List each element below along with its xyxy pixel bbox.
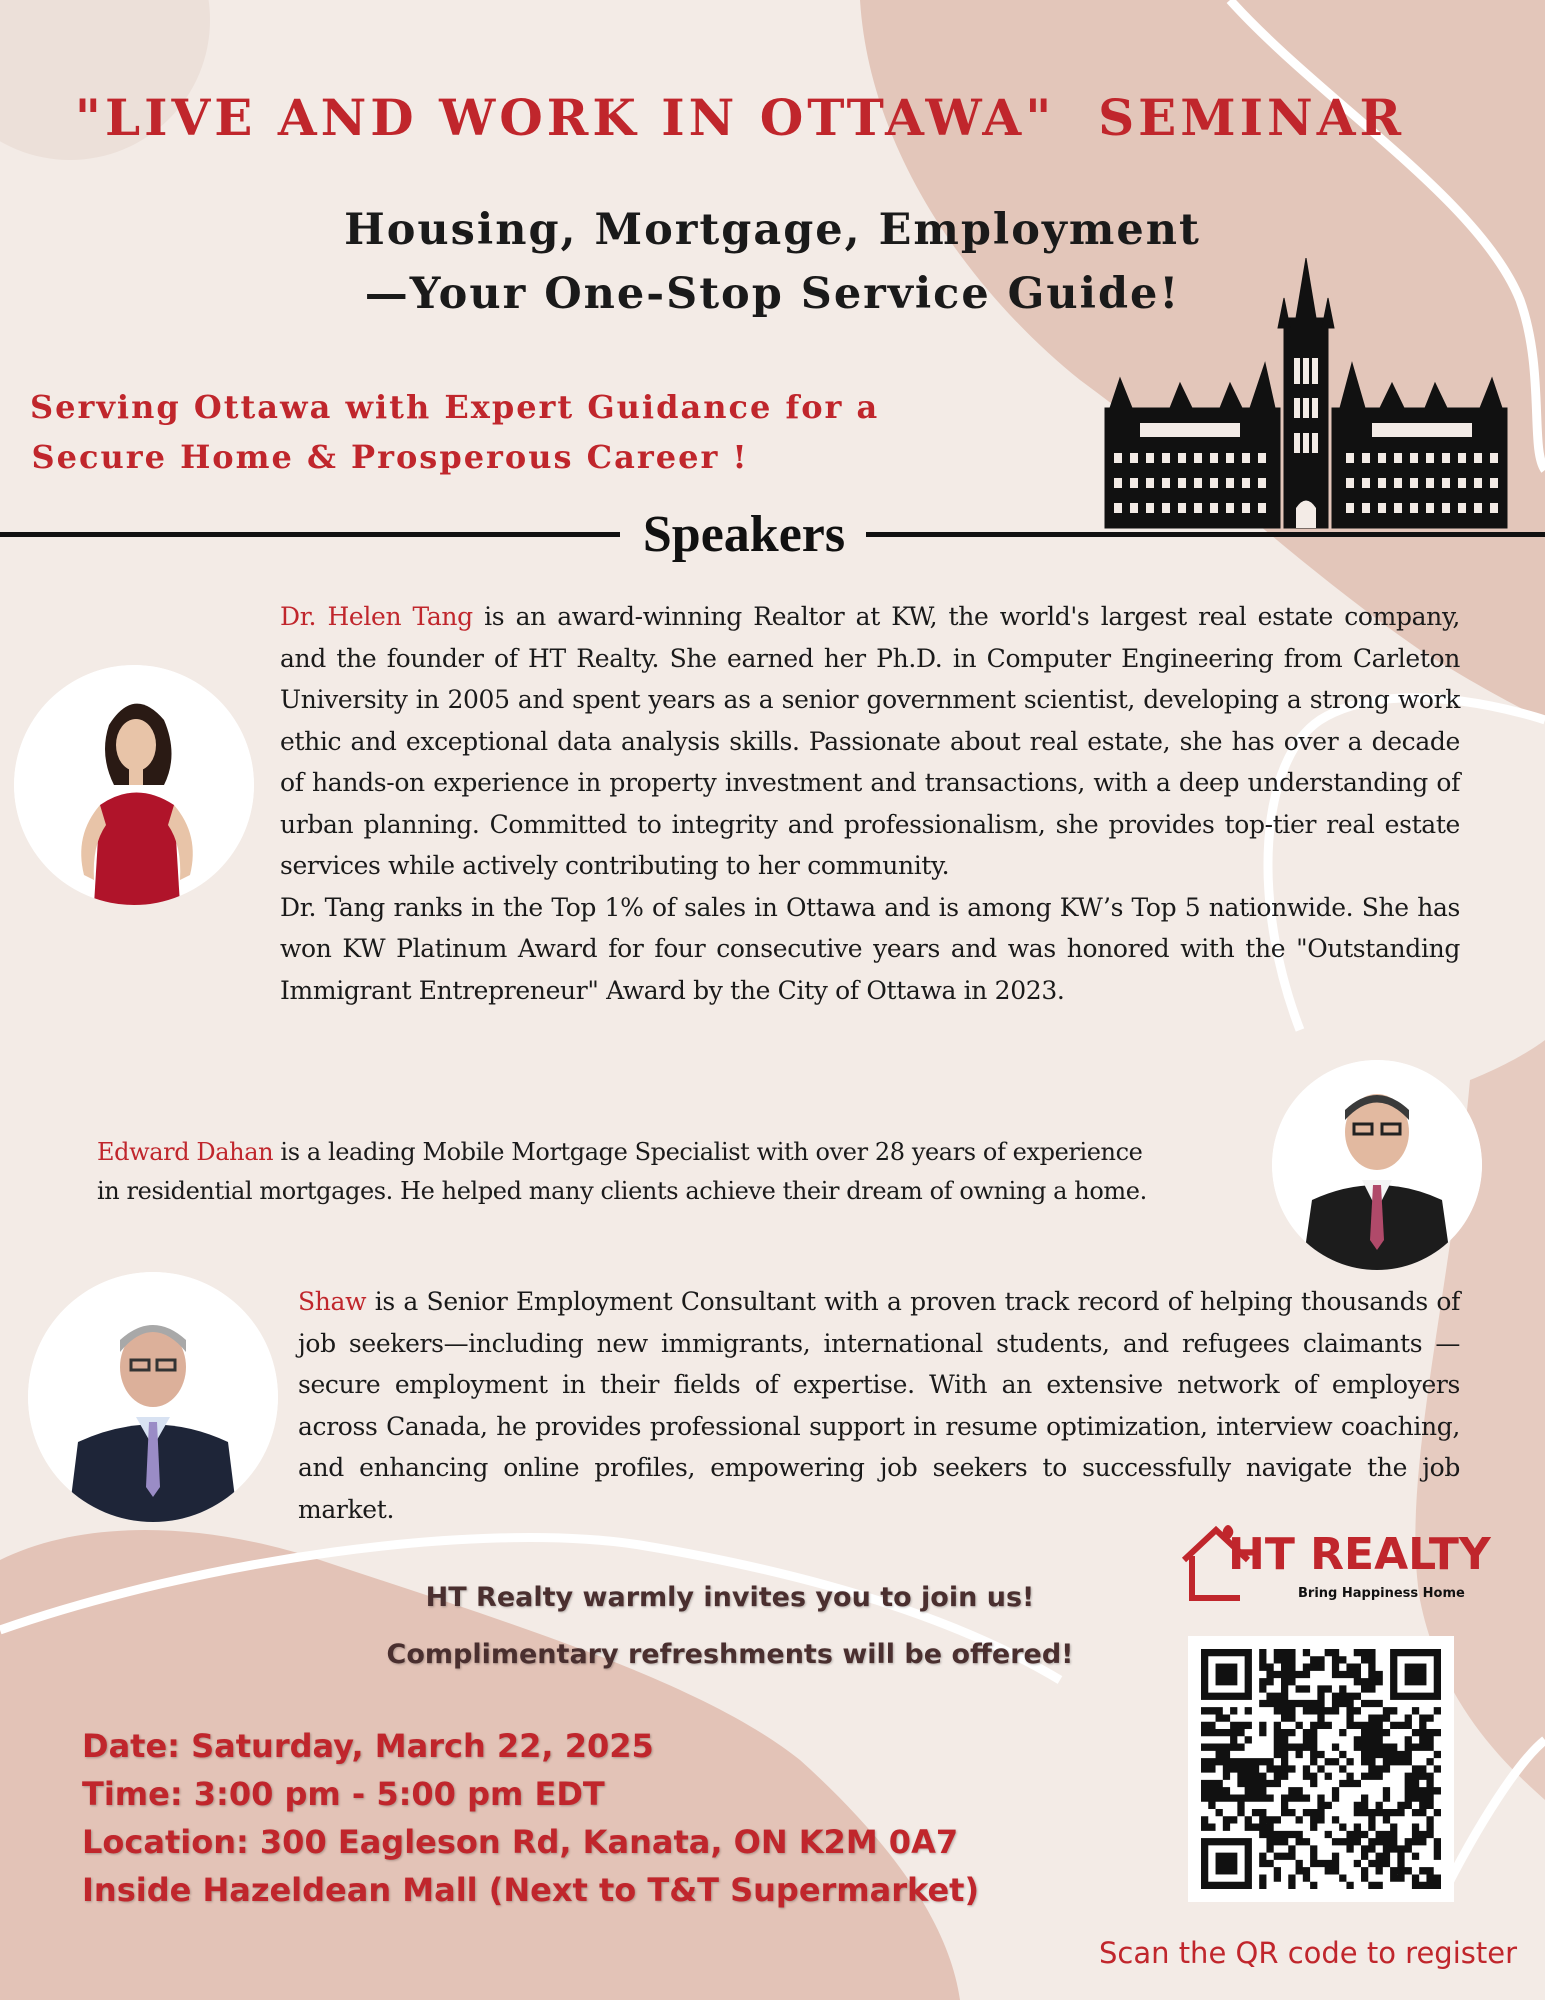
- helen-bio-paragraph-1: [280, 596, 1460, 887]
- helen-tang-bio: [280, 596, 1460, 1011]
- seminar-title: "LIVE AND WORK IN OTTAWA" SEMINAR: [74, 88, 1406, 147]
- shaw-bio-text: is a Senior Employment Consultant with a proven track record of helping thousands of job seekers—including new immigrants, international students, and refugees claimants — secure employment in their fields of expertise. With an extensive network of employers across Canada, he provides professional support in resume optimization, interview coaching, and enhancing online profiles, empowering job seekers to successfully navigate the job market.: [298, 1287, 1460, 1524]
- shaw-bio-paragraph: [298, 1281, 1460, 1530]
- subtitle-line-2: —Your One-Stop Service Guide!: [364, 269, 1181, 319]
- event-venue: Inside Hazeldean Mall (Next to T&T Supermarket): [82, 1871, 980, 1909]
- tagline-line-2: Secure Home & Prosperous Career !: [31, 438, 749, 476]
- helen-bio-paragraph-2: Dr. Tang ranks in the Top 1% of sales in Ottawa and is among KW’s Top 5 nationwide. She has won KW Platinum Award for four consecutive years and was honored with the "Outstanding Immigrant Entrepreneur" Award by the City of Ottawa in 2023.: [280, 892, 1460, 1005]
- helen-tang-photo: [14, 665, 254, 905]
- shaw-bio: [298, 1281, 1460, 1530]
- edward-bio-text-1: is a leading Mobile Mortgage Specialist with over 28 years of experience: [273, 1138, 1143, 1166]
- event-date: Date: Saturday, March 22, 2025: [82, 1727, 654, 1765]
- edward-dahan-name: Edward Dahan: [97, 1138, 274, 1166]
- edward-bio-line-1: [97, 1133, 1222, 1172]
- edward-bio-line-2: in residential mortgages. He helped many clients achieve their dream of owning a home.: [97, 1177, 1147, 1205]
- qr-code-icon: [1188, 1636, 1454, 1902]
- subtitle-line-1: Housing, Mortgage, Employment: [344, 205, 1201, 255]
- shaw-photo: [28, 1272, 278, 1522]
- helen-bio-text: is an award-winning Realtor at KW, the world's largest real estate company, and the founder of HT Realty. She earned her Ph.D. in Computer Engineering from Carleton University in 2005 and spent years as a senior government scientist, developing a strong work ethic and exceptional data analysis skills. Passionate about real estate, she has over a decade of hands-on experience in property investment and transactions, with a deep understanding of urban planning. Committed to integrity and professionalism, she provides top-tier real estate services while actively contributing to her community.: [280, 602, 1460, 880]
- invitation-line-1: HT Realty warmly invites you to join us!: [425, 1582, 1035, 1613]
- registration-qr-code[interactable]: [1188, 1636, 1454, 1902]
- seminar-tagline: [30, 382, 880, 482]
- event-details: [82, 1722, 979, 1914]
- event-location: Location: 300 Eagleson Rd, Kanata, ON K2M 0A7: [82, 1823, 959, 1861]
- edward-dahan-bio: [97, 1133, 1222, 1211]
- speakers-heading: Speakers: [642, 506, 846, 563]
- speakers-divider-left: [0, 532, 620, 537]
- logo-tagline: Bring Happiness Home: [1298, 1586, 1465, 1601]
- speakers-divider-right: [866, 532, 1545, 537]
- edward-dahan-photo: [1272, 1060, 1482, 1270]
- ht-realty-logo: [1178, 1522, 1491, 1612]
- logo-brand-text: HT REALTY: [1228, 1529, 1491, 1580]
- tagline-line-1: Serving Ottawa with Expert Guidance for a: [30, 388, 880, 426]
- invitation-line-2: Complimentary refreshments will be offered!: [386, 1639, 1074, 1670]
- shaw-name: Shaw: [298, 1287, 367, 1316]
- helen-tang-name: Dr. Helen Tang: [280, 602, 473, 631]
- qr-caption: Scan the QR code to register: [1098, 1936, 1518, 1970]
- seminar-subtitle: [300, 198, 1245, 326]
- event-time: Time: 3:00 pm - 5:00 pm EDT: [82, 1775, 605, 1813]
